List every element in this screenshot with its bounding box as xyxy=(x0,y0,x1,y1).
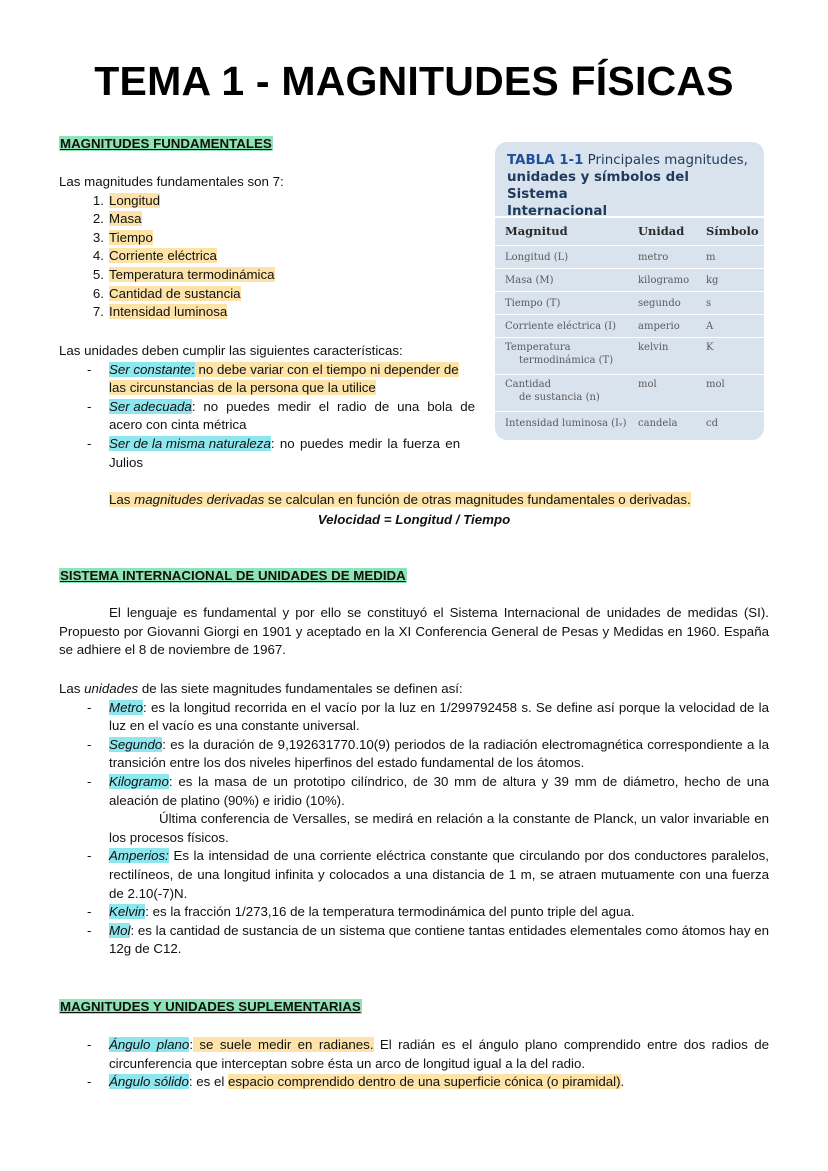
si-units-intro: Las unidades de las siete magnitudes fundamentales se definen así: xyxy=(59,681,463,696)
section-heading-text: MAGNITUDES FUNDAMENTALES xyxy=(60,136,272,151)
table-row: Longitud (L) metro m xyxy=(495,245,764,268)
magnitude-label: Intensidad luminosa xyxy=(109,304,228,320)
definition-term: Mol xyxy=(109,922,131,938)
table-caption: TABLA 1-1 Principales magnitudes, unidades y símbolos del Sistema Internacional xyxy=(507,153,748,219)
table-row: Masa (M) kilogramo kg xyxy=(495,268,764,291)
list-item: 4. Corriente eléctrica xyxy=(92,248,217,264)
list-item: - Segundo: es la duración de 9,192631770.10(9) periodos de la radiación electromagnética correspondiente a la transición entre los dos niveles hiperfinos del estado fundamental de los átomos. xyxy=(109,736,769,773)
magnitude-label: Longitud xyxy=(109,192,161,208)
table-row: Corriente eléctrica (I) amperio A xyxy=(495,314,764,337)
table-grid xyxy=(495,216,764,434)
list-item: - Ser adecuada: no puedes medir el radio de una bola de acero con cinta métrica xyxy=(109,398,481,435)
col-header-magnitud: Magnitud xyxy=(505,224,568,238)
velocity-formula: Velocidad = Longitud / Tiempo xyxy=(317,512,511,527)
list-item: - Amperios: Es la intensidad de una corriente eléctrica constante que circulando por dos conductores paralelos, rectilíneos, de una longitud infinita y colocados a una distancia de 1 m, se atraen mutuamente con una fuerza de 2.10(-7)N. xyxy=(109,847,769,903)
magnitude-label: Temperatura termodinámica xyxy=(109,266,275,282)
fundamentales-block xyxy=(59,173,489,322)
list-item: - Ángulo plano: se suele medir en radianes. El radián es el ángulo plano comprendido entre dos radios de circunferencia que interceptan sobre ésta un arco de longitud igual a la del radio. xyxy=(109,1036,769,1073)
fundamentales-intro: Las magnitudes fundamentales son 7: xyxy=(59,174,284,189)
supl-term: Ángulo plano xyxy=(109,1037,190,1052)
si-intro-paragraph: El lenguaje es fundamental y por ello se constituyó el Sistema Internacional de unidades de medidas (SI). Propuesto por Giovanni Giorgi en 1901 y aceptado en la XI Conferencia General de Pesas y Medidas en 1960. España se adhiere el 8 de noviembre de 1967. xyxy=(59,605,769,658)
list-item: 2. Masa xyxy=(92,211,142,227)
list-item: - Ángulo sólido: es el espacio comprendido dentro de una superficie cónica (o piramidal). xyxy=(109,1073,769,1092)
col-header-unidad: Unidad xyxy=(638,224,685,238)
kilogram-extra-note: Última conferencia de Versalles, se medirá en relación a la constante de Planck, un valor invariable en los procesos físicos. xyxy=(109,811,769,845)
suplementarias-list xyxy=(109,1036,769,1092)
section-heading-suplementarias xyxy=(59,999,362,1014)
characteristic-term: Ser constante xyxy=(109,361,192,377)
definition-term: Metro xyxy=(109,699,143,715)
definition-term: Kilogramo xyxy=(109,773,169,789)
characteristics-list xyxy=(109,361,481,473)
section-heading-text: MAGNITUDES Y UNIDADES SUPLEMENTARIAS xyxy=(60,999,361,1014)
section-heading-fundamentales xyxy=(59,136,273,151)
characteristic-term: Ser adecuada xyxy=(109,398,192,414)
characteristics-block xyxy=(59,342,481,472)
magnitude-label: Masa xyxy=(109,211,142,227)
derived-magnitudes-line: Las magnitudes derivadas se calculan en función de otras magnitudes fundamentales o derivadas. xyxy=(109,492,691,507)
list-item: - Metro: es la longitud recorrida en el vacío por la luz en 1/299792458 s. Se define así porque la velocidad de la luz en el vacío es una constante universal. xyxy=(109,699,769,736)
suplementarias-block xyxy=(109,1036,769,1092)
si-units-block xyxy=(59,680,769,959)
definition-term: Kelvin xyxy=(109,904,146,920)
list-item: 6. Cantidad de sustancia xyxy=(92,285,241,301)
characteristic-term: Ser de la misma naturaleza xyxy=(109,435,271,451)
page-title: TEMA 1 - MAGNITUDES FÍSICAS xyxy=(94,58,734,104)
si-definitions-list xyxy=(109,699,769,959)
units-term: unidades xyxy=(84,681,139,696)
table-row: Temperatura termodinámica (T) kelvin K xyxy=(495,337,764,374)
list-item: - Ser de la misma naturaleza: no puedes medir la fuerza en Julios xyxy=(109,435,481,472)
list-item: 3. Tiempo xyxy=(92,229,153,245)
section-heading-si xyxy=(59,568,407,583)
fundamentales-list xyxy=(92,192,489,322)
list-item: - Ser constante: no debe variar con el tiempo ni depender de las circunstancias de la persona que la utilice xyxy=(109,361,481,398)
list-item: 7. Intensidad luminosa xyxy=(92,304,228,320)
si-units-table xyxy=(495,142,764,440)
table-label: TABLA 1-1 xyxy=(507,153,584,168)
derived-term: magnitudes derivadas xyxy=(134,492,265,507)
magnitude-label: Tiempo xyxy=(109,229,153,245)
list-item: - Kelvin: es la fracción 1/273,16 de la temperatura termodinámica del punto triple del agua. xyxy=(109,903,769,922)
table-row: Tiempo (T) segundo s xyxy=(495,291,764,314)
magnitude-label: Corriente eléctrica xyxy=(109,248,217,264)
characteristics-intro: Las unidades deben cumplir las siguientes características: xyxy=(59,343,403,358)
col-header-simbolo: Símbolo xyxy=(706,224,759,238)
table-row: Intensidad luminosa (Iᵥ) candela cd xyxy=(495,411,764,434)
definition-term: Amperios: xyxy=(109,848,169,864)
list-item: 5. Temperatura termodinámica xyxy=(92,266,275,282)
list-item: 1. Longitud xyxy=(92,192,161,208)
table-row: Cantidad de sustancia (n) mol mol xyxy=(495,374,764,411)
list-item: - Kilogramo: es la masa de un prototipo cilíndrico, de 30 mm de altura y 39 mm de diámetro, hecho de una aleación de platino (90%) e iridio (10%). Última conferencia de Versalles, se medirá en relación a la constante de Planck, un valor invariable en los procesos físicos. xyxy=(109,773,769,847)
magnitude-label: Cantidad de sustancia xyxy=(109,285,241,301)
supl-term: Ángulo sólido xyxy=(109,1074,189,1090)
table-header-row xyxy=(495,216,764,245)
section-heading-text: SISTEMA INTERNACIONAL DE UNIDADES DE MEDIDA xyxy=(60,568,406,583)
list-item: - Mol: es la cantidad de sustancia de un sistema que contiene tantas entidades elementales como átomos hay en 12g de C12. xyxy=(109,922,769,959)
definition-term: Segundo xyxy=(109,736,163,752)
